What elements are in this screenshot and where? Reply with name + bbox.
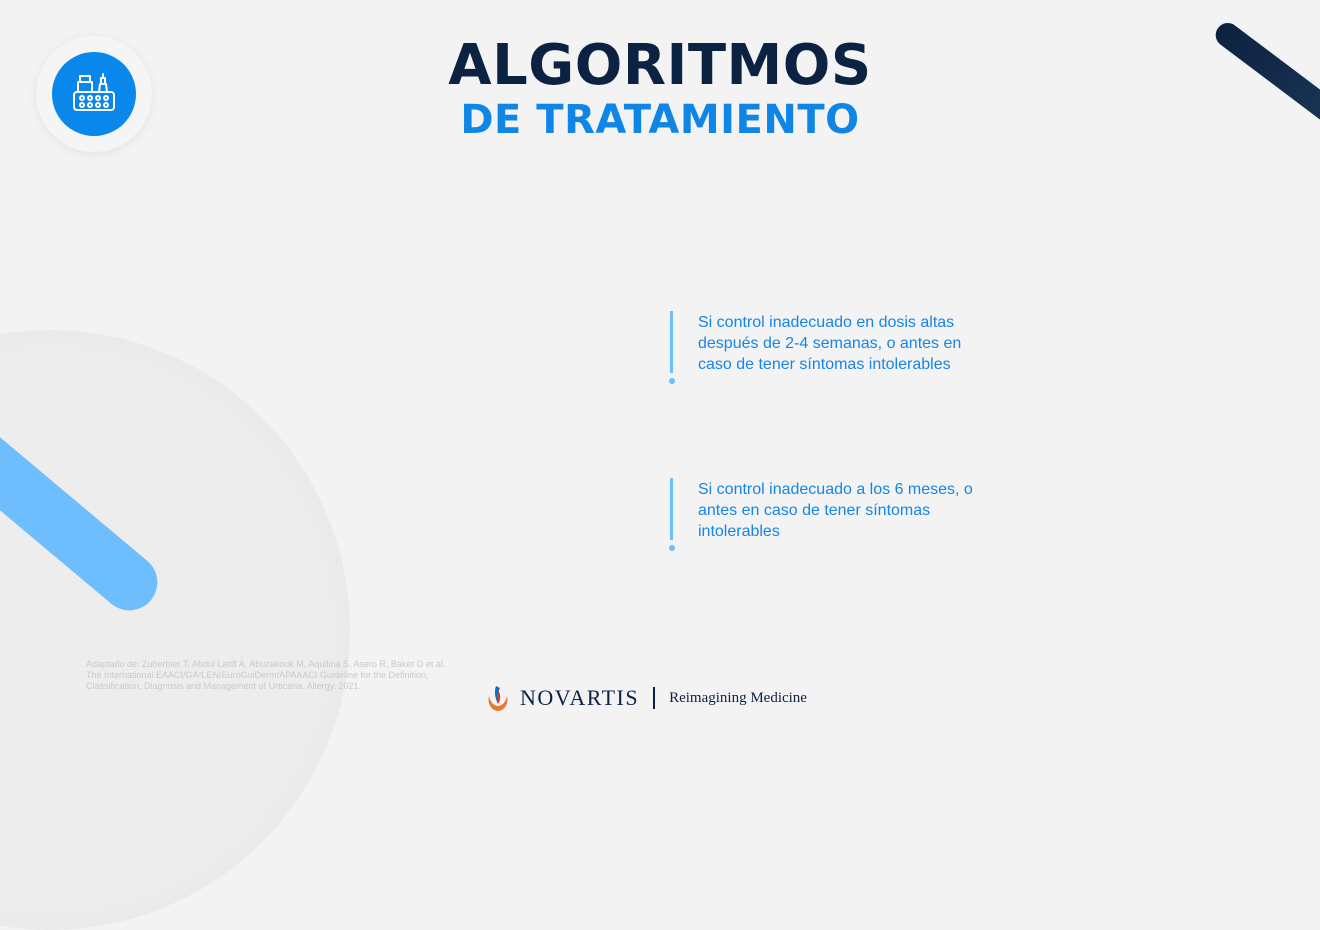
note-dot xyxy=(669,378,675,384)
note-bar xyxy=(670,311,673,373)
brand-tagline: Reimagining Medicine xyxy=(669,689,807,706)
note-text: Si control inadecuado a los 6 meses, o antes en caso de tener síntomas intolerables xyxy=(698,481,973,540)
background-circle xyxy=(0,330,350,930)
citation-text: Adaptado de: Zuberbier T, Abdul Latiff A, Abuzakouk M, Aquilina S, Asero R, Baker D et al. The International EAACI/GA²LEN/EuroGuiDerm/APAAACI Guideline for the Definition, Classification, Diagnosis and Management of Urticaria. Allergy. 2021. xyxy=(86,659,446,691)
note-text: Si control inadecuado en dosis altas después de 2-4 semanas, o antes en caso de tener síntomas intolerables xyxy=(698,314,962,373)
page-title xyxy=(0,34,1320,144)
title-line-1: ALGORITMOS xyxy=(448,33,872,98)
note-dot xyxy=(669,545,675,551)
brand-name: NOVARTIS xyxy=(520,685,640,710)
title-line-2: DE TRATAMIENTO xyxy=(460,97,860,143)
footer-brand xyxy=(486,682,807,714)
note-bar xyxy=(670,478,673,540)
novartis-flame-icon xyxy=(486,684,510,712)
footer-divider xyxy=(653,687,655,709)
